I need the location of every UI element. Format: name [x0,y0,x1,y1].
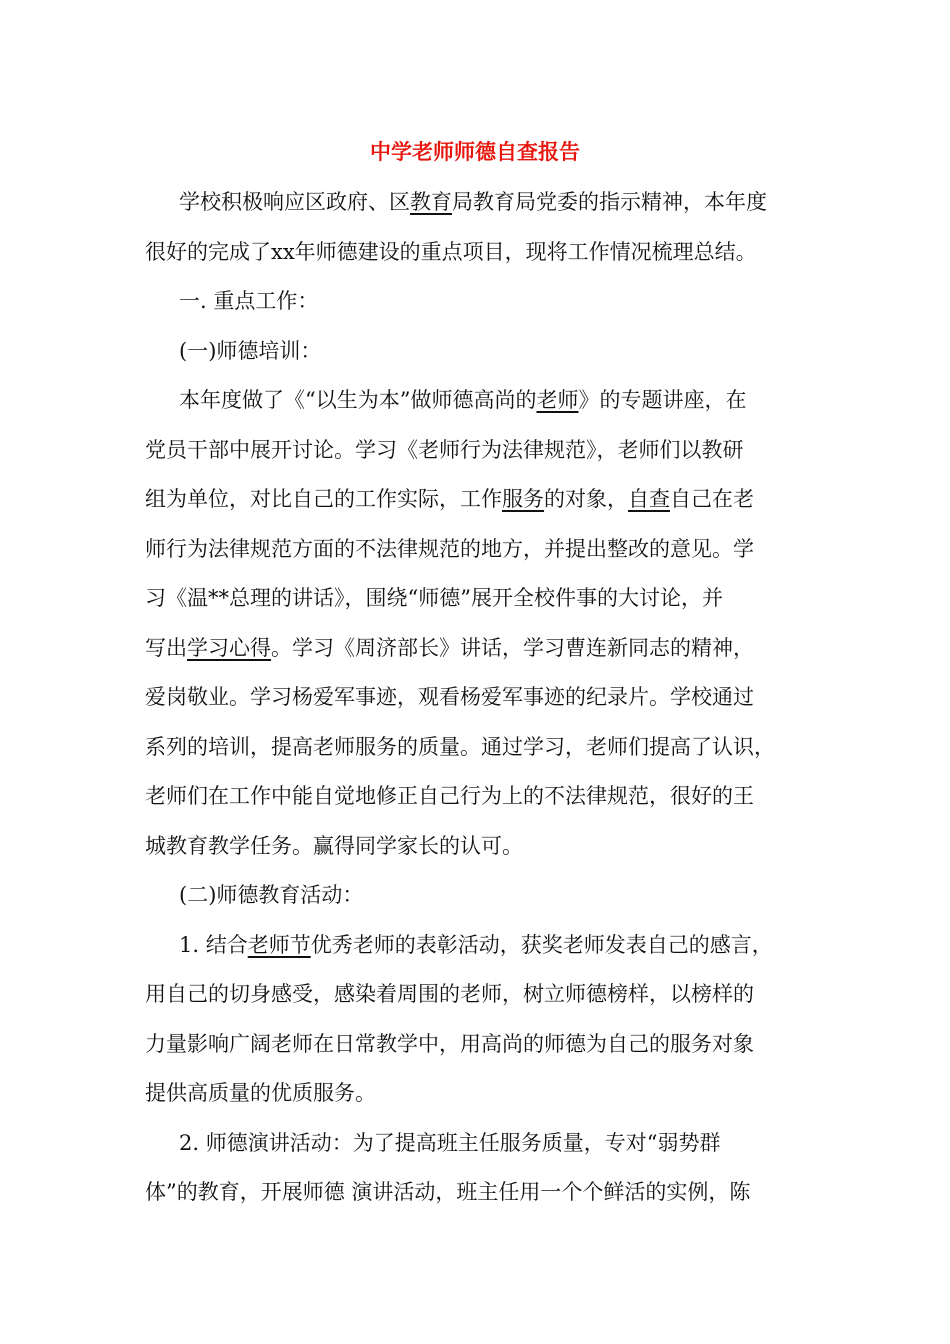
text-run: (一)师德培训： [179,338,322,363]
underlined-term: 老师节 [247,932,311,957]
text-line [145,1069,805,1119]
text-run: 党员干部中展开讨论。学习《老师行为法律规范》，老师们以教研 [145,437,744,462]
text-line [145,1168,805,1218]
text-line [145,871,805,921]
text-line [145,970,805,1020]
text-line [145,525,805,575]
text-run: 城教育教学任务。赢得同学家长的认可。 [145,833,523,858]
text-run: 自己在老 [670,487,754,511]
text-run: 的对象， [544,487,628,511]
text-run: 1. 结合 [179,932,248,957]
text-line [145,723,805,773]
text-line [145,376,805,426]
text-run: 力量影响广阔老师在日常教学中，用高尚的师德为自己的服务对象 [145,1031,754,1056]
text-run: 组为单位，对比自己的工作实际，工作 [145,487,502,511]
text-run: 写出 [145,635,187,660]
underlined-term: 老师 [536,388,579,412]
underlined-term: 自查 [628,487,670,511]
text-line [145,921,805,971]
text-run: (二)师德教育活动： [179,883,364,907]
text-run: 体”的教育，开展师德 演讲活动，班主任用一个个鲜活的实例，陈 [145,1180,751,1204]
text-run: 爱岗敬业。学习杨爱军事迹，观看杨爱军事迹的纪录片。学校通过 [145,685,754,709]
text-run: 优秀老师的表彰活动，获奖老师发表自己的感言， [310,932,773,957]
text-run: 2. 师德演讲活动：为了提高班主任服务质量，专对“弱势群 [179,1130,721,1155]
text-line [145,426,805,476]
text-line [145,624,805,674]
text-run: 》的专题讲座，在 [578,388,747,412]
text-run: 学校积极响应区政府、区 [179,190,410,214]
text-line [145,1020,805,1070]
underlined-term: 服务 [502,487,544,511]
text-line [145,574,805,624]
text-run: 局教育局党委的指示精神，本年度 [452,190,767,214]
text-line [145,822,805,872]
text-line [145,178,805,228]
text-run: 师行为法律规范方面的不法律规范的地方，并提出整改的意见。学 [145,536,754,561]
text-run: 用自己的切身感受，感染着周围的老师，树立师德榜样，以榜样的 [145,982,754,1006]
text-line [145,277,805,327]
text-run: 本年度做了《“以生为本”做师德高尚的 [179,388,537,412]
text-run: 很好的完成了xx年师德建设的重点项目，现将工作情况梳理总结。 [145,239,757,264]
document-title: 中学老师师德自查报告 [370,139,580,164]
text-line [145,1119,805,1169]
text-line [145,673,805,723]
text-run: 习《温**总理的讲话》，围绕“师德”展开全校件事的大讨论，并 [145,586,723,610]
text-line [145,772,805,822]
text-run: 。学习《周济部长》讲话，学习曹连新同志的精神， [271,635,754,660]
text-line [145,228,805,278]
text-line [145,327,805,377]
text-run: 老师们在工作中能自觉地修正自己行为上的不法律规范，很好的王 [145,784,754,808]
text-run: 提供高质量的优质服务。 [145,1081,376,1105]
underlined-term: 教育 [410,190,452,214]
document-body [145,178,805,1218]
text-run: 系列的培训，提高老师服务的质量。通过学习，老师们提高了认识， [145,734,775,759]
text-run: 一. 重点工作： [179,289,319,313]
text-line [145,475,805,525]
underlined-term: 学习心得 [187,635,271,660]
